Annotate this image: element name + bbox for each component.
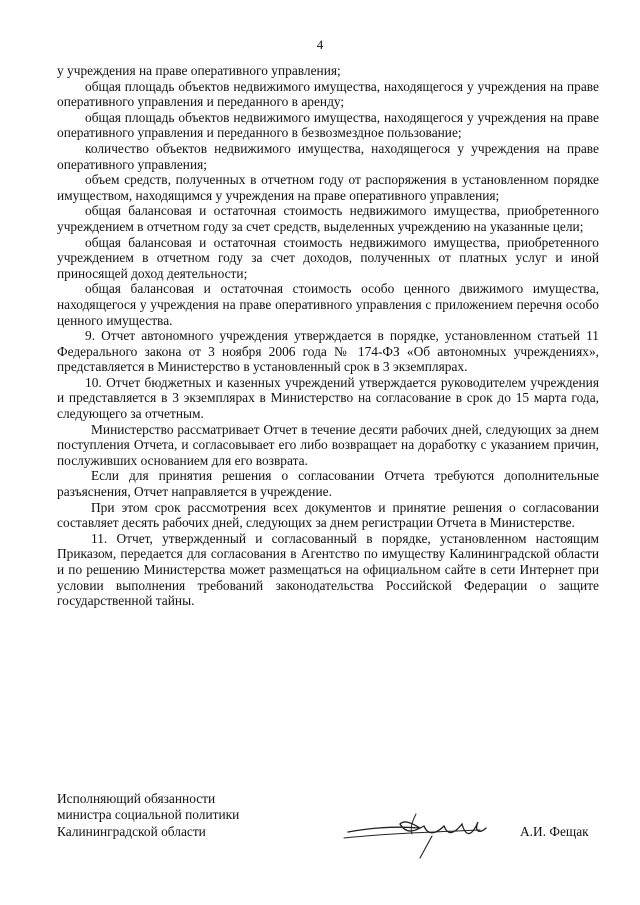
paragraph-14: 11. Отчет, утвержденный и согласованный в порядке, установленном настоящим Приказом, передается для согласования в Агентство по имуществу Калининградской области и по решению Министерства может размещаться на официальном сайте в сети Интернет при условии выполнения требований законодательства Российской Федерации о защите государственной тайны. xyxy=(57,530,599,609)
paragraph-1: у учреждения на праве оперативного управления; xyxy=(57,63,341,78)
paragraph-13: При этом срок рассмотрения всех документов и принятие решения о согласовании составляет десять рабочих дней, следующих за днем регистрации Отчета в Министерстве. xyxy=(57,499,599,531)
signatory-title-line-1: Исполняющий обязанности xyxy=(57,791,216,806)
signatory-title-line-2: министра социальной политики xyxy=(57,807,240,823)
paragraph-8: общая балансовая и остаточная стоимость особо ценного движимого имущества, находящегося у учреждения на праве оперативного управления с приложением перечня особо ценного имущества. xyxy=(57,281,599,328)
paragraph-11: Министерство рассматривает Отчет в течение десяти рабочих дней, следующих за днем поступления Отчета, и согласовывает его либо возвращает на доработку с указанием причин, послуживших основанием для его возврата. xyxy=(57,421,599,468)
page-number: 4 xyxy=(316,37,324,52)
paragraph-9: 9. Отчет автономного учреждения утверждается в порядке, установленном статьей 11 Федерального закона от 3 ноября 2006 года № 174-ФЗ «Об автономных учреждениях», представляется в Министерство в установленный срок в 3 экземплярах. xyxy=(57,328,599,375)
document-body xyxy=(57,63,599,609)
paragraph-7: общая балансовая и остаточная стоимость недвижимого имущества, приобретенного учреждением в отчетном году за счет доходов, полученных от платных услуг и иной приносящей доход деятельности; xyxy=(57,234,599,281)
paragraph-12: Если для принятия решения о согласовании Отчета требуются дополнительные разъяснения, Отчет направляется в учреждение. xyxy=(57,468,599,500)
signatory-title-line-3: Калининградской области xyxy=(57,823,206,839)
paragraph-10: 10. Отчет бюджетных и казенных учреждений утверждается руководителем учреждения и представляется в 3 экземплярах в Министерство на согласование в срок до 15 марта года, следующего за отчетным. xyxy=(57,374,599,422)
paragraph-6: общая балансовая и остаточная стоимость недвижимого имущества, приобретенного учреждением в отчетном году за счет средств, выделенных учреждению на указанные цели; xyxy=(57,203,599,234)
handwritten-signature xyxy=(340,808,490,860)
paragraph-2: общая площадь объектов недвижимого имущества, находящегося у учреждения на праве оперативного управления и переданного в аренду; xyxy=(57,78,599,110)
paragraph-4: количество объектов недвижимого имущества, находящегося у учреждения на праве оперативного управления; xyxy=(57,140,599,172)
signatory-title xyxy=(57,791,287,840)
paragraph-3: общая площадь объектов недвижимого имущества, находящегося у учреждения на праве оперативного управления и переданного в безвозмездное пользование; xyxy=(57,109,599,141)
paragraph-5: объем средств, полученных в отчетном году от распоряжения в установленном порядке имуществом, находящимся у учреждения на праве оперативного управления; xyxy=(57,172,599,203)
signatory-name: А.И. Фещак xyxy=(520,824,589,839)
